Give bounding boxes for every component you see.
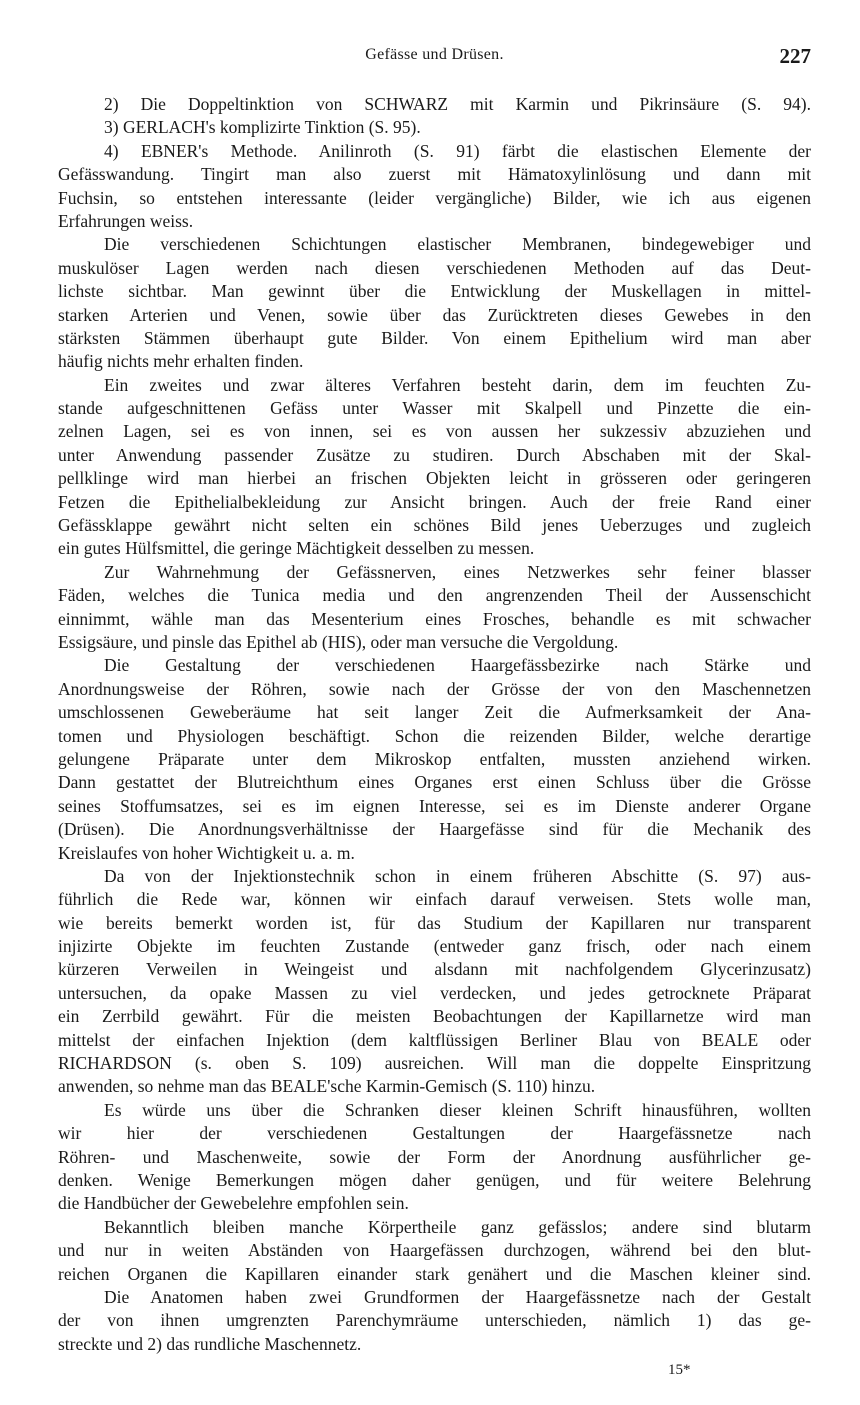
text-line: Erfahrungen weiss. (58, 210, 194, 231)
text-line: Bekanntlich bleiben manche Körpertheile ganz gefässlos; andere sind blutarm (104, 1216, 811, 1237)
text-line: kürzeren Verweilen in Weingeist und alsdann mit nachfolgendem Glycerinzusatz) (58, 959, 811, 980)
text-line: Fäden, welches die Tunica media und den angrenzenden Theil der Aussenschicht (58, 585, 811, 606)
text-line: RICHARDSON (s. oben S. 109) ausreichen. Will man die doppelte Einspritzung (58, 1053, 811, 1074)
text-line: der von ihnen umgrenzten Parenchymräume unterschieden, nämlich 1) das ge- (58, 1310, 811, 1331)
text-line: anwenden, so nehme man das BEALE'sche Karmin-Gemisch (S. 110) hinzu. (58, 1076, 596, 1097)
text-line: Ein zweites und zwar älteres Verfahren besteht darin, dem im feuchten Zu- (104, 374, 811, 395)
text-line: Kreislaufes von hoher Wichtigkeit u. a. m. (58, 842, 355, 863)
text-line: lichste sichtbar. Man gewinnt über die Entwicklung der Muskellagen in mittel- (58, 281, 811, 302)
text-line: ein gutes Hülfsmittel, die geringe Mächtigkeit desselben zu messen. (58, 538, 535, 559)
text-line: pellklinge wird man hierbei an frischen Objekten leicht in grösseren oder geringeren (58, 468, 811, 489)
text-line: Röhren- und Maschenweite, sowie der Form der Anordnung ausführlicher ge- (58, 1146, 811, 1167)
text-line: mittelst der einfachen Injektion (dem kaltflüssigen Berliner Blau von BEALE oder (58, 1029, 811, 1050)
text-line: Es würde uns über die Schranken dieser kleinen Schrift hinausführen, wollten (104, 1099, 811, 1120)
text-line: gelungene Präparate unter dem Mikroskop entfalten, mussten anziehend wirken. (58, 748, 811, 769)
text-line: unter Anwendung passender Zusätze zu studiren. Durch Abschaben mit der Skal- (58, 444, 811, 465)
text-line: starken Arterien und Venen, sowie über das Zurücktreten dieses Gewebes in den (58, 304, 811, 325)
text-line: Die Anatomen haben zwei Grundformen der Haargefässnetze nach der Gestalt (104, 1286, 811, 1307)
text-line: einnimmt, wähle man das Mesenterium eines Frosches, behandle es mit schwacher (58, 608, 811, 629)
text-line: wir hier der verschiedenen Gestaltungen der Haargefässnetze nach (58, 1123, 811, 1144)
text-line: Gefässklappe gewährt nicht selten ein schönes Bild jenes Ueberzuges und zugleich (58, 515, 811, 536)
text-line: Zur Wahrnehmung der Gefässnerven, eines Netzwerkes sehr feiner blasser (104, 561, 811, 582)
text-line: muskulöser Lagen werden nach diesen verschiedenen Methoden auf das Deut- (58, 257, 811, 278)
text-line: Anordnungsweise der Röhren, sowie nach der Grösse der von den Maschennetzen (58, 678, 811, 699)
text-line: Da von der Injektionstechnik schon in einem früheren Abschitte (S. 97) aus- (104, 865, 811, 886)
text-line: Dann gestattet der Blutreichthum eines Organes erst einen Schluss über die Grösse (58, 772, 811, 793)
text-line: (Drüsen). Die Anordnungsverhältnisse der Haargefässe sind für die Mechanik des (58, 819, 811, 840)
text-line: und nur in weiten Abständen von Haargefässen durchzogen, während bei den blut- (58, 1240, 811, 1261)
text-line: führlich die Rede war, können wir einfach darauf verweisen. Stets wolle man, (58, 889, 811, 910)
text-line: seines Stoffumsatzes, sei es im eignen Interesse, sei es im Dienste anderer Organe (58, 795, 811, 816)
text-line: die Handbücher der Gewebelehre empfohlen sein. (58, 1193, 409, 1214)
text-line: umschlossenen Geweberäume hat seit langer Zeit die Aufmerksamkeit der Ana- (58, 702, 811, 723)
running-head (58, 46, 811, 72)
body-text (58, 93, 811, 1356)
text-line: 4) EBNER's Methode. Anilinroth (S. 91) färbt die elastischen Elemente der (104, 140, 811, 161)
text-line: Gefässwandung. Tingirt man also zuerst mit Hämatoxylinlösung und dann mit (58, 164, 811, 185)
text-line: ein Zerrbild gewährt. Für die meisten Beobachtungen der Kapillarnetze wird man (58, 1006, 811, 1027)
text-line: Die Gestaltung der verschiedenen Haargefässbezirke nach Stärke und (104, 655, 811, 676)
text-line: Fuchsin, so entstehen interessante (leider vergängliche) Bilder, wie ich aus eigenen (58, 187, 811, 208)
text-line: häufig nichts mehr erhalten finden. (58, 351, 304, 372)
signature-mark: 15* (668, 1362, 691, 1378)
text-line: denken. Wenige Bemerkungen mögen daher genügen, und für weitere Belehrung (58, 1169, 811, 1190)
page-number: 227 (779, 44, 811, 68)
text-line: Die verschiedenen Schichtungen elastischer Membranen, bindegewebiger und (104, 234, 811, 255)
text-line: reichen Organen die Kapillaren einander stark genähert und die Maschen kleiner sind. (58, 1263, 811, 1284)
running-title: Gefässe und Drüsen. (365, 46, 504, 63)
text-line: Essigsäure, und pinsle das Epithel ab (HIS), oder man versuche die Vergoldung. (58, 631, 619, 652)
text-line: 2) Die Doppeltinktion von SCHWARZ mit Karmin und Pikrinsäure (S. 94). (104, 94, 811, 114)
text-line: stande aufgeschnittenen Gefäss unter Wasser mit Skalpell und Pinzette die ein- (58, 398, 811, 419)
text-line: stärksten Stämmen überhaupt gute Bilder. Von einem Epithelium wird man aber (58, 327, 811, 348)
text-line: streckte und 2) das rundliche Maschennetz. (58, 1333, 362, 1354)
text-line: zelnen Lagen, sei es von innen, sei es von aussen her sukzessiv abzuziehen und (58, 421, 811, 442)
text-line: untersuchen, da opake Massen zu viel verdecken, und jedes getrocknete Präparat (58, 982, 811, 1003)
text-line: injizirte Objekte im feuchten Zustande (entweder ganz frisch, oder nach einem (58, 936, 811, 957)
text-line: 3) GERLACH's komplizirte Tinktion (S. 95). (104, 117, 421, 138)
text-line: tomen und Physiologen beschäftigt. Schon die reizenden Bilder, welche derartige (58, 725, 811, 746)
text-line: Fetzen die Epithelialbekleidung zur Ansicht bringen. Auch der freie Rand einer (58, 491, 811, 512)
text-line: wie bereits bemerkt worden ist, für das Studium der Kapillaren nur transparent (58, 912, 811, 933)
